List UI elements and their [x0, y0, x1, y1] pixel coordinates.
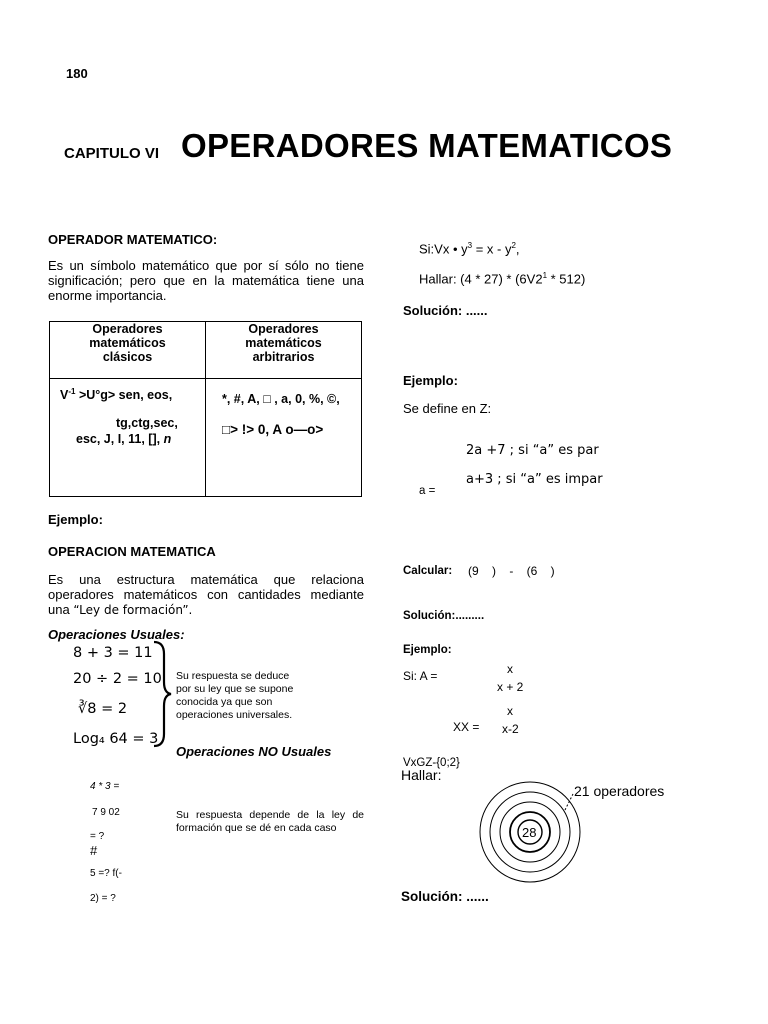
usual-op: 20 ÷ 2 = 10: [73, 671, 162, 687]
ejemplo-label-right-1: Ejemplo:: [403, 373, 458, 388]
operador-heading: OPERADOR MATEMATICO:: [48, 232, 218, 247]
ejemplo-label-left: Ejemplo:: [48, 512, 103, 527]
calcular-label: Calcular:: [403, 565, 453, 577]
fraction-1-numerator: x: [507, 662, 513, 676]
piecewise-case-odd: a+3 ; si “a” es impar: [466, 472, 603, 487]
usual-ops-note: Su respuesta se deduce por su ley que se supone conocida ya que son operaciones universales.: [176, 670, 294, 721]
operators-table: [49, 321, 362, 497]
table-header-line: Operadores: [248, 322, 319, 336]
usual-op: 8 + 3 = 11: [73, 645, 153, 661]
ejemplo-label-right-2: Ejemplo:: [403, 644, 452, 656]
operacion-definition-text: Es una estructura matemática que relaciona operadores matemáticos con cantidades mediante una: [48, 572, 364, 617]
table-header-arbitrary: [206, 322, 362, 379]
piecewise-case-even: 2a +7 ; si “a” es par: [466, 443, 599, 458]
calcular-expression: (9 ) - (6 ): [468, 564, 555, 578]
usual-op: ∛8 = 2: [78, 701, 128, 717]
page-number: 180: [66, 66, 88, 81]
classic-ops-line-3: esc, J, I, 11, [], n: [76, 432, 172, 446]
table-header-classic: [50, 322, 206, 379]
nonusual-line: 7 9 02: [92, 807, 120, 818]
nonusual-line: 5 =? f(-: [90, 868, 122, 879]
xx-equals: XX =: [453, 720, 480, 734]
arbitrary-ops-line-1: *, #, A, □ , a, 0, %, ©,: [222, 392, 340, 406]
nonusual-line: 2) = ?: [90, 893, 116, 904]
classic-ops-line-2: tg,ctg,sec,: [116, 416, 178, 430]
nonusual-line: #: [90, 843, 98, 858]
table-cell-classic: [50, 379, 206, 497]
a-equals: a =: [419, 485, 436, 497]
fraction-2-denominator: x-2: [502, 722, 519, 736]
brace-icon: [150, 640, 172, 748]
operators-count-label: 21 operadores: [574, 783, 665, 799]
hallar-expression: Hallar: $(4 * 27) * (6V2^1 * 512)$: [419, 271, 586, 287]
chapter-label: CAPITULO VI: [64, 145, 160, 162]
se-define-text: Se define en Z:: [403, 401, 492, 416]
classic-ops-line-1: $V^{-1} >U^\circ g>$ sen, eos,: [60, 387, 173, 403]
ley-formacion-text: “Ley de formación”.: [73, 603, 193, 617]
table-header-line: matemáticos: [89, 336, 166, 350]
table-header-line: Operadores: [92, 322, 163, 336]
usual-ops-heading: Operaciones Usuales:: [48, 627, 185, 642]
chapter-title: OPERADORES MATEMATICOS: [181, 127, 673, 164]
solucion-2: Solución:.........: [403, 610, 485, 622]
solucion-1: Solución: ......: [403, 303, 488, 318]
table-cell-arbitrary: [206, 379, 362, 497]
fraction-1-denominator: x + 2: [497, 680, 524, 694]
usual-op: Log₄ 64 = 3: [73, 731, 159, 747]
table-header-line: matemáticos: [245, 336, 322, 350]
nonusual-ops-note: Su respuesta depende de la ley de formación que se dé en cada caso: [176, 809, 364, 834]
domain-condition: VxGZ-{0;2}: [403, 757, 460, 769]
nonusual-line: = ?: [90, 831, 105, 842]
nonusual-line: 4 * 3 =: [90, 781, 120, 792]
operador-definition: Es un símbolo matemático que por sí sólo no tiene significación; pero que en la matemática tiene una enorme importancia.: [48, 258, 364, 303]
operacion-heading: OPERACION MATEMATICA: [48, 544, 216, 559]
hallar-label-2: Hallar:: [401, 767, 442, 783]
pointer-line: [565, 794, 573, 810]
table-header-line: clásicos: [102, 350, 153, 364]
given-equation: Si:Vx • $y^3 = x - y^2$,: [419, 241, 520, 257]
solucion-3: Solución: ......: [401, 889, 489, 904]
nonusual-ops-heading: Operaciones NO Usuales: [176, 744, 332, 759]
arbitrary-ops-line-2: □> !> 0, A o—o>: [222, 422, 324, 437]
center-value: 28: [522, 825, 537, 840]
table-header-line: arbitrarios: [252, 350, 315, 364]
si-a-label: Si: A =: [403, 669, 438, 683]
fraction-2-numerator: x: [507, 704, 513, 718]
operacion-definition: [48, 572, 364, 618]
